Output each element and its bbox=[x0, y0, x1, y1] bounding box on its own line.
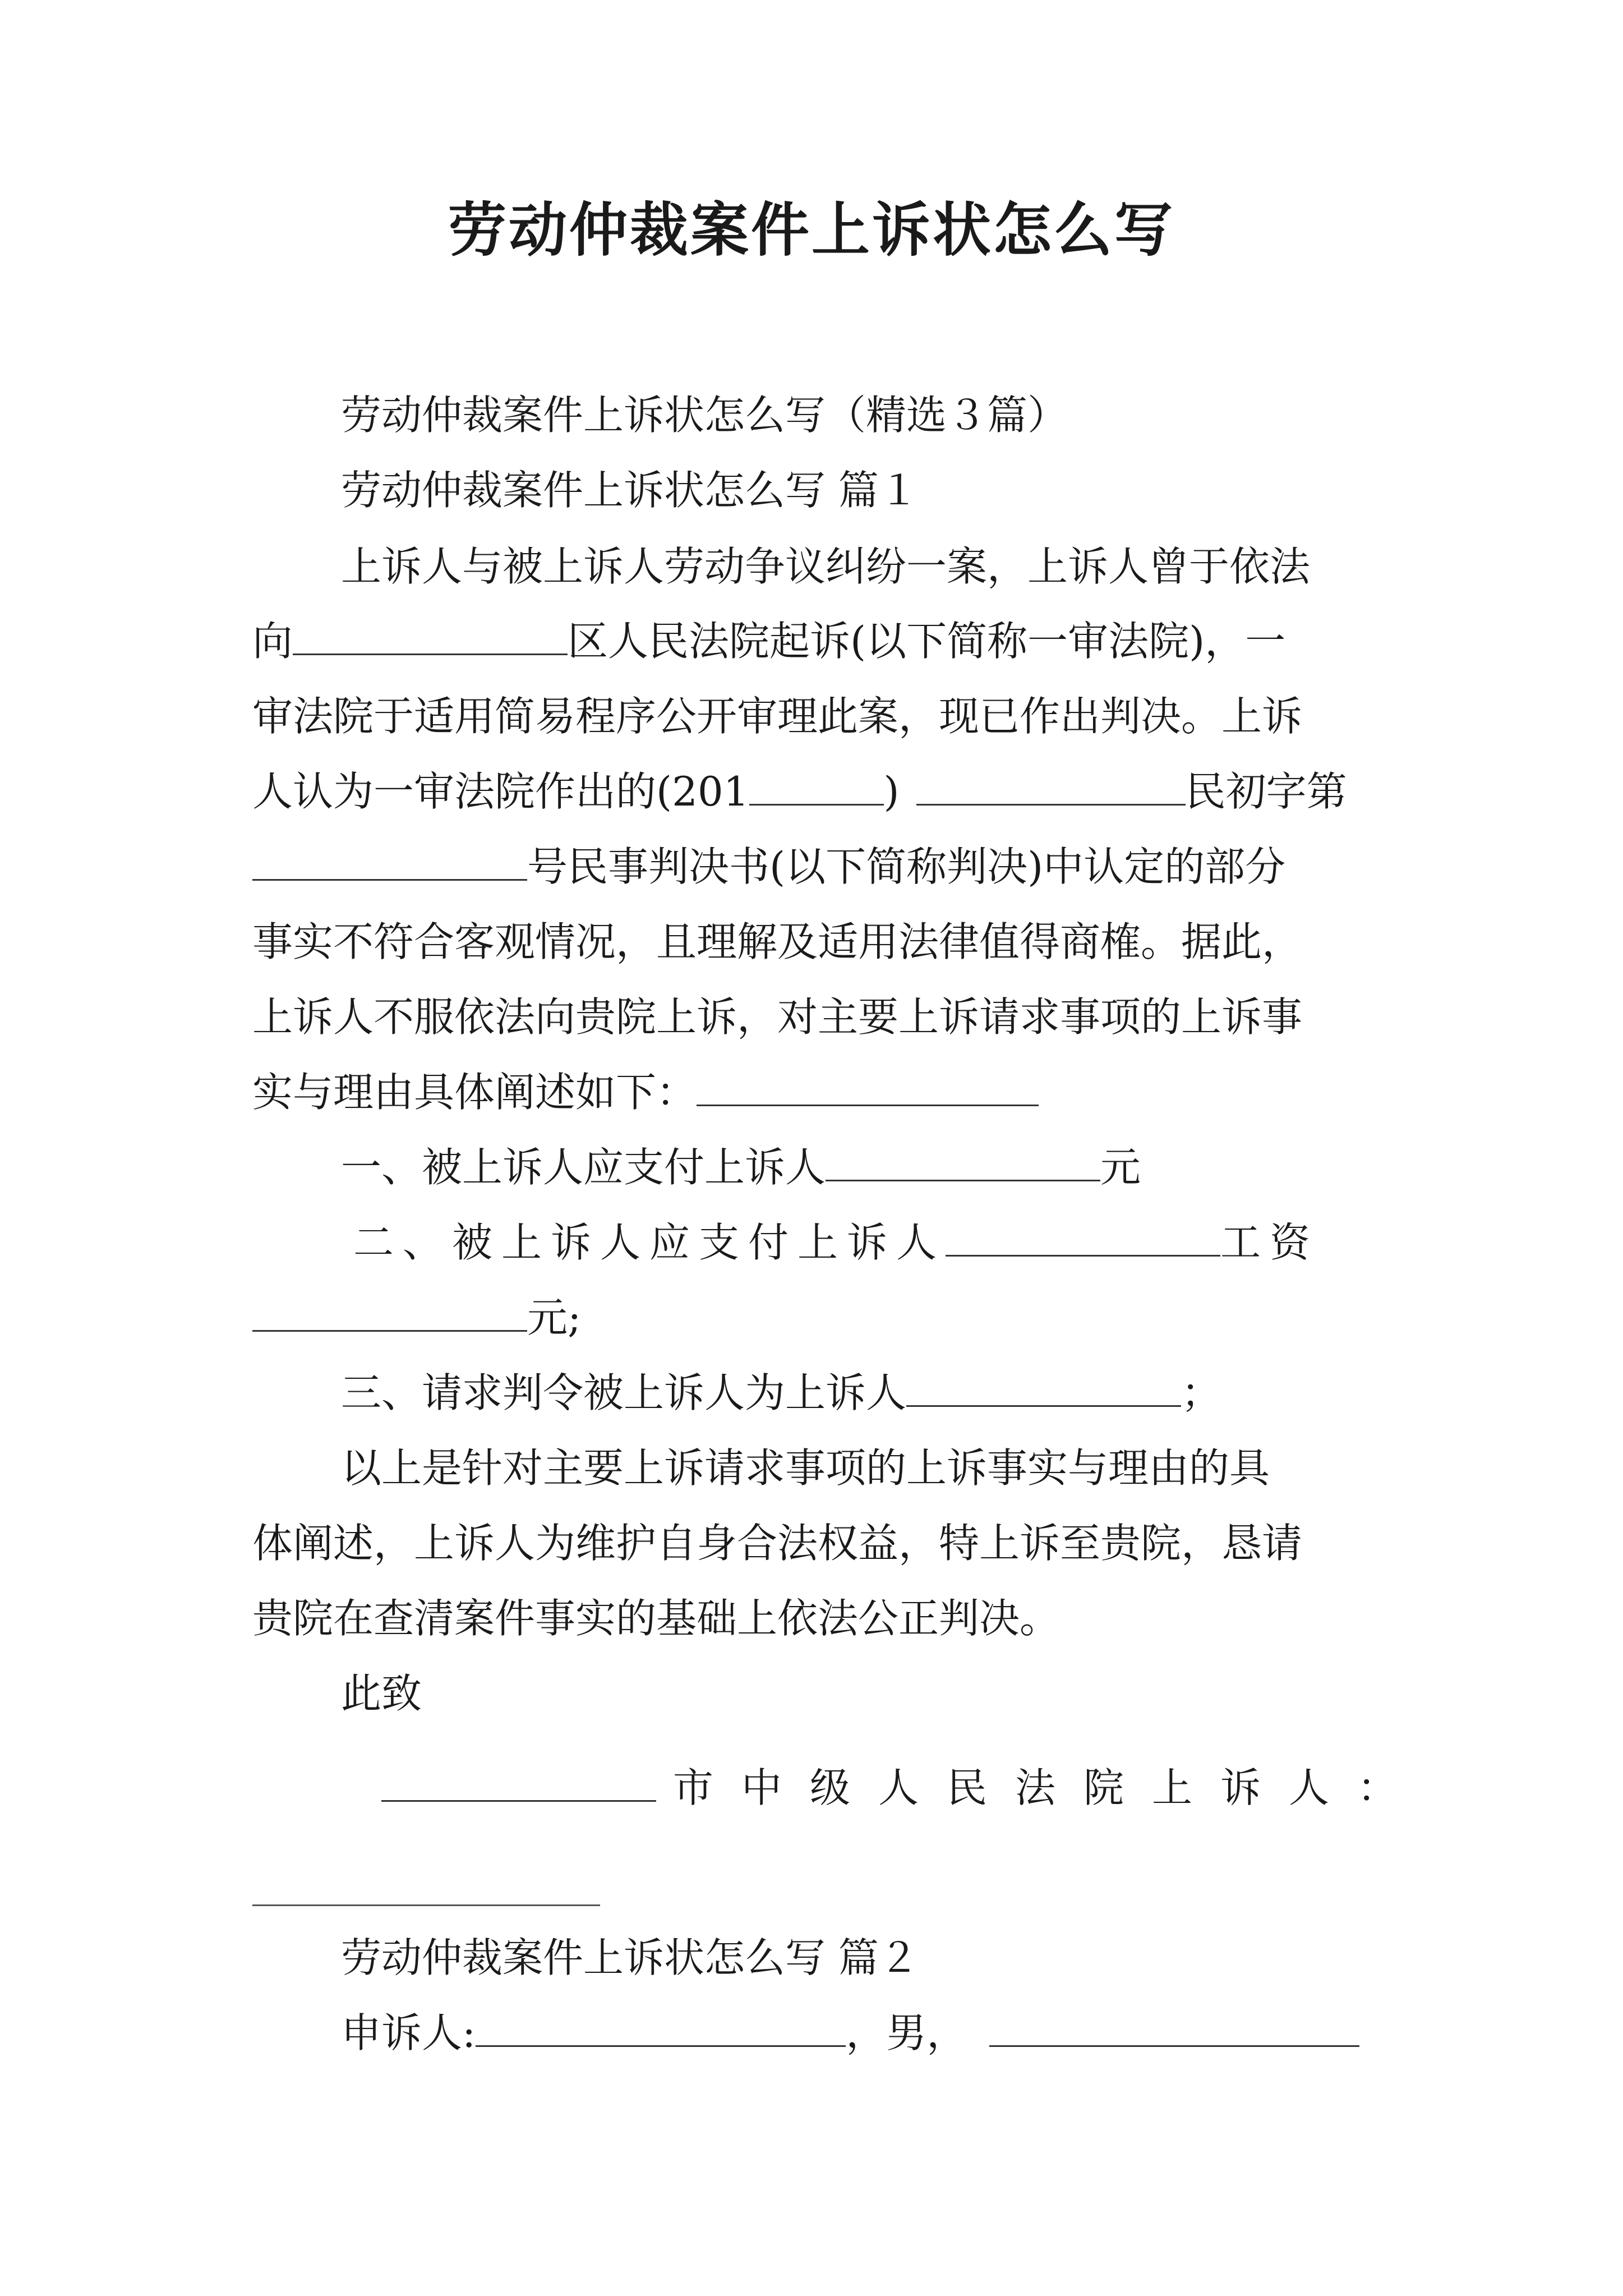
claim-item-1 bbox=[341, 1139, 1141, 1195]
paragraph-1-line-5 bbox=[252, 839, 1285, 895]
fill-in-blank[interactable] bbox=[989, 2006, 1359, 2047]
fill-in-blank[interactable] bbox=[697, 1065, 1039, 1106]
fill-in-blank[interactable] bbox=[826, 1140, 1100, 1181]
fill-in-blank[interactable] bbox=[906, 1366, 1181, 1407]
paragraph-1-line-8 bbox=[252, 1064, 1039, 1120]
section-heading-1: 劳动仲裁案件上诉状怎么写 篇１ bbox=[341, 467, 919, 514]
text-span: 三、请求判令被上诉人为上诉人 bbox=[341, 1369, 907, 1416]
paragraph-2-line-3: 贵院在查清案件事实的基础上依法公正判决。 bbox=[252, 1595, 1061, 1642]
claim-item-3 bbox=[341, 1365, 1221, 1421]
paragraph-1-line-6: 事实不符合客观情况，且理解及适用法律值得商榷。据此， bbox=[252, 918, 1303, 965]
paragraph-2-line-2: 体阐述，上诉人为维护自身合法权益，特上诉至贵院，恳请 bbox=[252, 1520, 1303, 1567]
text-span: 民初字第 bbox=[1185, 768, 1347, 815]
text-span: 二、被上诉人应支付上诉人 bbox=[353, 1219, 946, 1266]
paragraph-1-line-7: 上诉人不服依法向贵院上诉，对主要上诉请求事项的上诉事 bbox=[252, 993, 1303, 1041]
fill-in-blank[interactable] bbox=[476, 2006, 846, 2047]
text-span: 一、被上诉人应支付上诉人 bbox=[341, 1144, 826, 1191]
court-and-appellant-line bbox=[381, 1760, 1426, 1816]
page-title: 劳动仲裁案件上诉状怎么写 bbox=[448, 195, 1175, 264]
subtitle: 劳动仲裁案件上诉状怎么写（精选３篇） bbox=[341, 392, 1068, 439]
paragraph-2-line-1: 以上是针对主要上诉请求事项的上诉事实与理由的具 bbox=[341, 1444, 1270, 1492]
fill-in-blank[interactable] bbox=[293, 614, 568, 655]
paragraph-1-line-1: 上诉人与被上诉人劳动争议纠纷一案，上诉人曾于依法 bbox=[341, 543, 1311, 590]
claim-item-2-continued bbox=[252, 1290, 581, 1346]
paragraph-1-line-2 bbox=[252, 613, 1285, 669]
paragraph-1-line-3: 审法院于适用简易程序公开审理此案，现已作出判决。上诉 bbox=[252, 693, 1303, 740]
text-span: 人认为一审法院作出的(201 bbox=[252, 768, 749, 815]
text-span: 实与理由具体阐述如下： bbox=[252, 1069, 697, 1116]
signature-blank[interactable] bbox=[252, 1904, 600, 1906]
text-span: 号民事判决书(以下简称判决)中认定的部分 bbox=[527, 843, 1286, 890]
closing-salutation: 此致 bbox=[341, 1670, 422, 1717]
text-span: 区人民法院起诉(以下简称一审法院)，一 bbox=[568, 618, 1286, 665]
fill-in-blank[interactable] bbox=[381, 1761, 656, 1802]
fill-in-blank[interactable] bbox=[749, 765, 884, 806]
text-span: 元 bbox=[1100, 1144, 1141, 1191]
text-span: 工资 bbox=[1220, 1219, 1320, 1266]
fill-in-blank[interactable] bbox=[252, 840, 527, 881]
text-span: ，男， bbox=[846, 2009, 967, 2056]
claim-item-2 bbox=[353, 1214, 1319, 1271]
section-heading-2: 劳动仲裁案件上诉状怎么写 篇２ bbox=[341, 1934, 919, 1981]
fill-in-blank[interactable] bbox=[916, 765, 1186, 806]
fill-in-blank[interactable] bbox=[946, 1216, 1220, 1257]
text-span: 申诉人: bbox=[341, 2009, 476, 2056]
text-span: 向 bbox=[252, 618, 293, 665]
text-span: ； bbox=[1181, 1369, 1222, 1416]
petitioner-line bbox=[341, 2005, 1359, 2061]
text-span: 元; bbox=[527, 1294, 582, 1341]
text-span: 市中级人民法院上诉人： bbox=[673, 1764, 1426, 1811]
text-span: ) bbox=[883, 768, 900, 815]
paragraph-1-line-4 bbox=[252, 763, 1347, 820]
fill-in-blank[interactable] bbox=[252, 1291, 527, 1332]
